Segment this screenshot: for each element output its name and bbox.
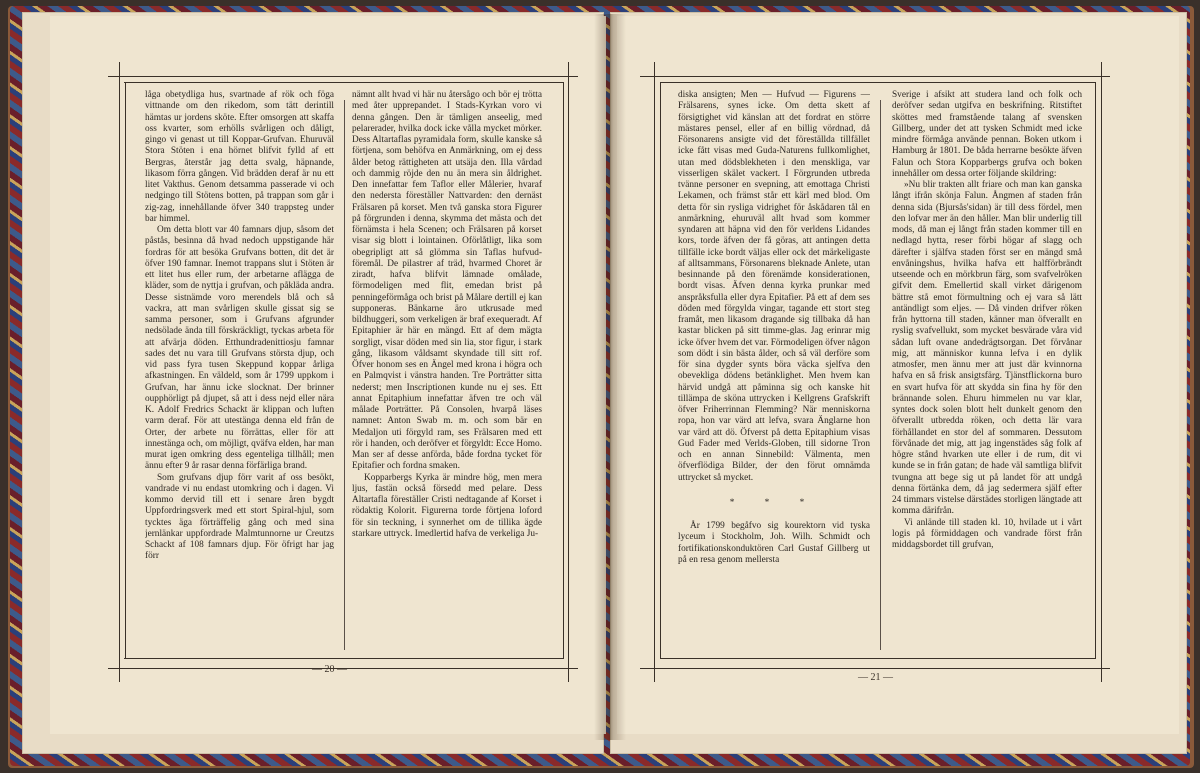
right-page-column-1: [678, 90, 870, 650]
right-column-separator: [880, 100, 881, 650]
paragraph: låga obetydliga hus, svartnade af rök och föga vittnande om den rikedom, som tätt derintill hämtas ur jordens sköte. Efter omsorgen att skaffa oss kvarter, som erhölls svårligen och dåligt, gingo vi genast ut till Koppar-Grufvan. Ehuruväl Stora Stöten i ena hörnet blifvit fylld af ett Bergras, återstår jag detta svalg, häpnande, likasom förra gången. Vid brädden deraf är nu ett litet Vakthus. Genom detsamma passerade vi och nedgingo till Stötens botten, på trappan som går i zig-zag, innehållande öfver 340 trappsteg under bar himmel.: [145, 90, 334, 224]
left-frame-bottom-inner: [124, 658, 564, 659]
paragraph: »Nu blir trakten allt friare och man kan ganska långt ifrån skönja Falun. Ångmen af staden från denna sida (Bjursås'sidan) är till dess fördel, men den lofvar mer än den håller. Man blir underlig till mods, då man ej långt från staden kommer till en nedlagd hytta, reser förbi högar af slagg och därefter i själfva staden först ser en mängd små envåningshus, hvilka hafva ett halfförbrändt utseende och en mörkbrun färg, som svafvelröken gifvit dem. Emellertid skall virket därigenom bättre stå emot förmultning och ej vara så lätt antändligt som eljes. — Då vinden drifver röken från hyttorna till staden, känner man öfverallt en ryslig svafvellukt, som mycket besvärade våra vid sådan luft ovane andedrägtsorgan. Det förvånar mig, att människor kunna lefva i en dylik atmosfer, men ännu mer att just där kvinnorna hafva en så frisk ansigtsfärg. Tjänstflickorna buro en svart hufva för att skydda sin fina hy för den brännande solen. Ehuru himmelen nu var klar, syntes dock solen blott helt dunkelt genom den öfverallt utbredda röken, och detta lär vara förhållandet en stor del af sommaren. Dessutom förvånade det mig, att jag ingenstädes såg folk af högre stånd hvarken ute eller i de rum, dit vi kunde se in från gatan; de hade väl samtliga blifvit tvungna att bege sig ut på landet för att undgå denna förtänka dem, då jag sedermera själf efter 24 timmars vistelse därstädes storligen längtade att komma därifrån.: [892, 180, 1082, 517]
right-frame-left-outer: [654, 62, 655, 682]
left-frame-left-inner: [125, 82, 126, 659]
book-gutter: [594, 14, 626, 740]
paragraph: Som grufvans djup förr varit af oss besökt, vandrade vi nu endast utomkring och i dagen. Vi kommo dervid till ett i senare åren bygdt Uppfordringsverk med ett stort Spiral-hjul, som tycktes äga förträffelig gång och med sina jernlänkar uppfordrade Malmtunnorne ur Creutzs Schackt af 108 famnars djup. För öfrigt har jag förr: [145, 472, 334, 562]
paragraph: År 1799 begåfvo sig kourektorn vid tyska lyceum i Stockholm, Joh. Wilh. Schmidt och fortifikationskonduktören Carl Gustaf Gillberg ut på en resa genom mellersta: [678, 521, 870, 565]
section-divider-stars: * * *: [729, 497, 819, 508]
paragraph: Vi anlände till staden kl. 10, hvilade ut i vårt logis på förmiddagen och vandrade först från middagsbordet till grufvan,: [892, 517, 1082, 550]
right-frame-left-inner: [660, 82, 661, 659]
right-frame-bottom-outer: [640, 668, 1110, 669]
paragraph: Sverige i afsikt att studera land och folk och deröfver sedan utgifva en beskrifning. Ritstiftet sköttes med framstående talang af svensken Gillberg, under det att tysken Schmidt med icke mindre förmåga använde pennan. Boken utkom i Hamburg år 1801. De båda herrarne besökte äfven Falun och Stora Kopparbergs grufva och boken innehåller om dessa orter följande skildring:: [892, 90, 1082, 179]
left-page-column-1: [145, 90, 334, 650]
right-frame-top-inner: [660, 82, 1096, 83]
page-number-left: — 20 —: [312, 664, 347, 675]
left-column-separator: [344, 100, 345, 650]
paragraph: Kopparbergs Kyrka är mindre hög, men mera ljus, fastän också försedd med pelare. Dess Altartafla föreställer Cristi nedtagande af Korset i rödaktig Kolorit. Figurerna torde förtjena loford för sin teckning, i synnerhet om de tillika ägde starkare uttryck. Imedlertid hafva de verkeliga Ju-: [352, 472, 542, 539]
left-frame-right-inner: [563, 82, 564, 659]
left-frame-left-outer: [119, 62, 120, 682]
paragraph: Om detta blott var 40 famnars djup, såsom det påstås, besinna då hvad nedoch uppstigande här fordras för att besöka Grufvans botten, dit det är öfver 190 famnar. Inemot trappans slut i Stöten är ett litet hus eller rum, der arbetarne aflägga de kläder, som de nyttja i grufvan, och påkläda andra. Desse sistnämde voro merendels blå och så vackra, att man svårligen skulle gissat sig se samma personer, som i Grufvans afgrunder nedsölade ända till förskräckligt, tyckas arbeta för att afvärja döden. Etthundradenittiosju famnar sades det nu vara till Grufvans största djup, och vid pass fyra tusen Skeppund koppar årliga afkastningen. En väldeld, som år 1799 uppkom i Grufvan, har ännu icke slocknat. Der brinner oupphörligt på djupet, så att i dess nejd eller nära K. Adolf Fredrics Schackt är klippan och luften varm deraf. För att utestänga denna eld från de Orter, der arbete nu förrättas, eller för att innestänga och, om möjligt, qväfva elden, har man murat igen omkring dess egenteliga tillhåll; men ännu efter 9 år rasar denna förfärliga brand.: [145, 225, 334, 472]
right-frame-right-outer: [1101, 62, 1102, 682]
left-frame-top-outer: [108, 76, 578, 77]
left-frame-top-inner: [124, 82, 564, 83]
left-frame-right-outer: [568, 62, 569, 682]
left-page-column-2: [352, 90, 542, 650]
right-page-column-2: [892, 90, 1082, 650]
paragraph: nämnt allt hvad vi här nu återsågo och bör ej trötta med åter upprepandet. I Stads-Kyrkan voro vi denna gången. Den är tämligen anseelig, med pelarerader, hvilka dock icke vålla mycket mörker. Dess Altartaflas pyramidala form, skulle kanske så förtjena, som behöfva en Anmärkning, om ej dess ålder betog rättigheten att utsäja den. Illa vårdad och dammig röjde den nu än mera sin åldrighet. Den innefattar fem Taflor eller Målerier, hvaraf den nedersta föreställer Nattvarden: den dernäst Frälsaren på korset. Men två ganska stora Figurer på förgrunden i denna, skymma det mästa och det förnämsta i hela Scenen; och Frälsaren på korset visar sig blott i lointainen. Oförlåtligt, lika som obegripligt att så glömma sin Taflas hufvud-föremål. De pilastrer af träd, hvarmed Choret är ziradt, hafva blifvit lämnade omålade, förmodeligen med flit, emedan brist på penningeförmåga och brist på Målare dertill ej kan supponeras. Bänkarne äro utkrusade med bildhuggeri, som verkeligen är braf exequeradt. Af Epitaphier är här en mängd. Ett af dem mägta sorgligt, visar döden med sin lia, stor figur, i stark gång, likasom våldsamt skyndade till sitt rof. Öfver honom ses en Ängel med krona i högra och en Palmqvist i vänstra handen. Tre Porträtter sitta nederst; men Inscriptionen kunde nu ej ses. Ett annat Epitaphium innefattar äfven tre och väl målade Porträtter. På Consolen, hvarpå läses namnet: Anton Swab m. m. och som bär en Medaljon uti förgyld ram, ses Frälsaren med ett rör i handen, och deröfver et förgyldt: Ecce Homo. Man ser af desse anförda, både fordna tycket för Epitafier och fordna smaken.: [352, 90, 542, 472]
right-frame-right-inner: [1095, 82, 1096, 659]
right-frame-top-outer: [640, 76, 1110, 77]
right-frame-bottom-inner: [660, 658, 1096, 659]
paragraph: diska ansigten; Men — Hufvud — Figurens — Frälsarens, synes icke. Om detta skett af försigtighet vid känslan att det fordrat en större mästares pensel, eller af en billig vördnad, då Försonarens ansigte vid det föreställda tillfället icke fått visas med Guda-Naturens fullkomlighet, utan med dödsblekheten i den menskliga, var visserligen skälet vackert. I Förgrunden utbreda tvänne personer en svepning, att emottaga Christi Lekamen, och främst står ett kärl med blod. Om detta för sin rysliga vidrighet för åskådaren tål en anmärkning, ehuruväl allt hvad som kommer syndaren att häpna vid den för verldens Lidandes kors, torde äfven der få göras, att antingen detta tillfälle icke bordt väljas eller ock det märkeligaste af alltsammans, Försonarens bleknade Anlete, utan besinnande på den förenämde konsiderationen, bordt visas. Äfven denna kyrka prunkar med anspråksfulla eller dyra Epitafier. På ett af dem ses döden med förgylda vingar, tagande ett stort steg framåt, men likasom dragande sig tillbaka då han kastar blicken på sitt timme-glas. Jag erinrar mig icke öfver hvem det var. Förmodeligen öfver någon som dödt i sin bästa ålder, och så väl derföre som för sina dygder synts böra väcka sjelfva den obevekliga dödens betänklighet. Men hvem kan härvid undgå att påminna sig och kanske hit tillämpa de sköna uttrycken i Kellgrens Grafskrift öfver Friherrinnan Flemming? När menniskorna ropa, hon var värd att lefva, svara Änglarne hon var värd att dö. Öfverst på detta Epitaphium visas Gud Fader med Verlds-Globen, till sidorne Tron och en annan Sinnebild: Välmenta, men öfverflödiga Bilder, der den förut omnämda uttrycket så mycket.: [678, 90, 870, 483]
page-number-right: — 21 —: [858, 672, 893, 683]
